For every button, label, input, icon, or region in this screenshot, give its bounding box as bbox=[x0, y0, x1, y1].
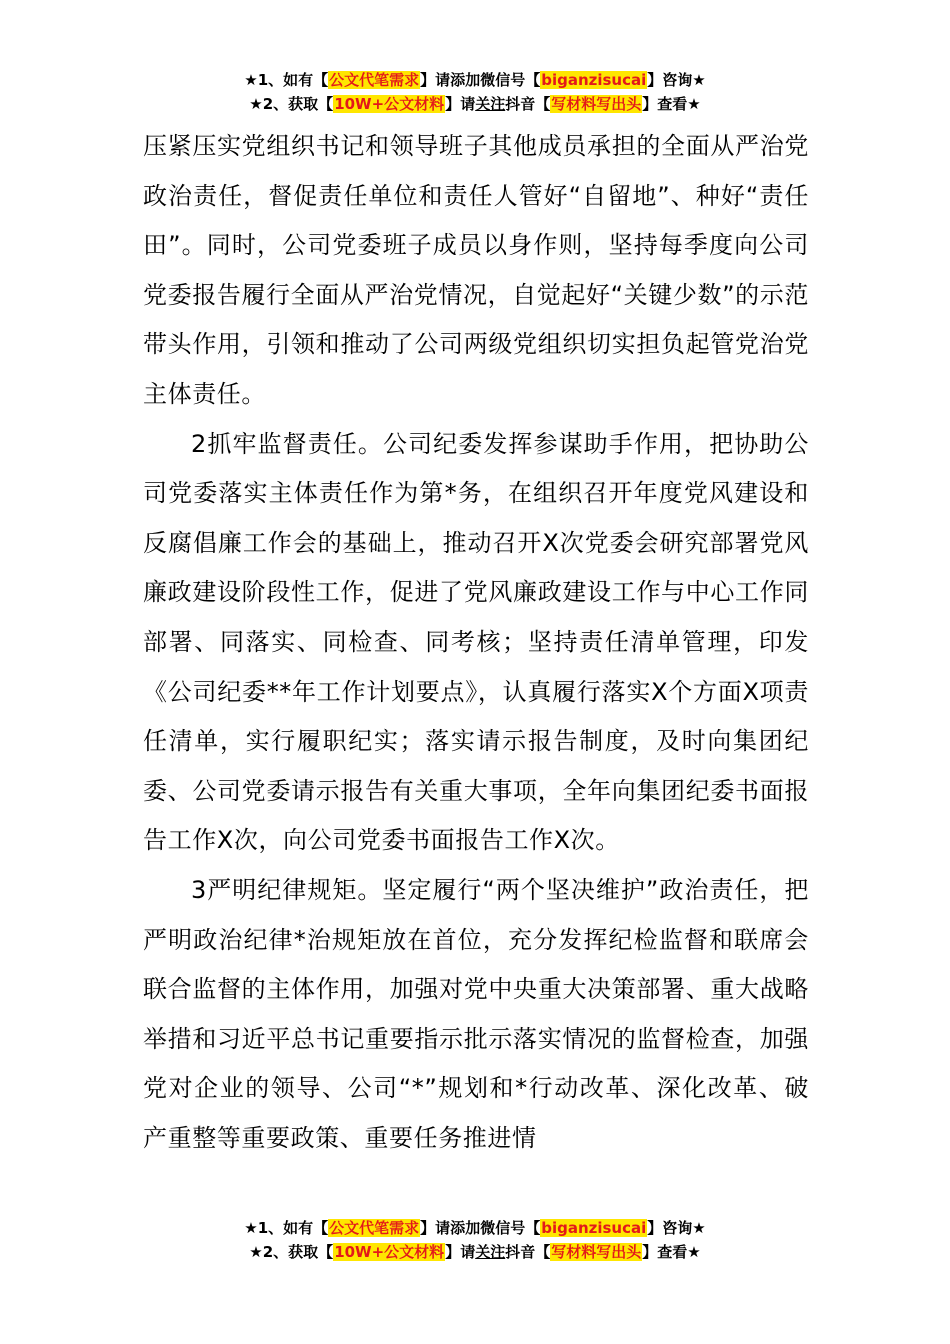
highlight-douyin: 写材料写出头 bbox=[551, 1243, 642, 1261]
highlight-materials: 10W+公文材料 bbox=[334, 95, 445, 113]
banner-text: 微信号【 bbox=[480, 1219, 541, 1237]
banner-text: 】查看★ bbox=[642, 95, 701, 113]
banner-line-2 bbox=[0, 1242, 950, 1266]
star-icon: ★ bbox=[249, 1243, 263, 1261]
star-icon: ★ bbox=[244, 1219, 258, 1237]
banner-text: 加 bbox=[465, 1219, 481, 1237]
banner-line-1 bbox=[0, 70, 950, 94]
highlight-service: 公文代笔需求 bbox=[329, 71, 420, 89]
highlight-wechat-id: biganzisucai bbox=[541, 71, 647, 89]
banner-text: 】咨询★ bbox=[647, 71, 706, 89]
header-banner bbox=[0, 70, 950, 118]
banner-text: 关注 bbox=[475, 1243, 506, 1261]
banner-text: 微信号【 bbox=[480, 71, 541, 89]
highlight-materials: 10W+公文材料 bbox=[334, 1243, 445, 1261]
banner-text: 】请 bbox=[445, 1243, 476, 1261]
banner-text: 】查看★ bbox=[642, 1243, 701, 1261]
star-icon: ★ bbox=[244, 71, 258, 89]
paragraph-continued: 压紧压实党组织书记和领导班子其他成员承担的全面从严治党政治责任，督促责任单位和责任人管好“自留地”、种好“责任田”。同时，公司党委班子成员以身作则，坚持每季度向公司党委报告履行全面从严治党情况，自觉起好“关键少数”的示范带头作用，引领和推动了公司两级党组织切实担负起管党治党主体责任。 bbox=[143, 132, 809, 408]
highlight-service: 公文代笔需求 bbox=[329, 1219, 420, 1237]
star-icon: ★ bbox=[249, 95, 263, 113]
banner-text: 】请添 bbox=[420, 1219, 466, 1237]
banner-line-2 bbox=[0, 94, 950, 118]
banner-text: 】请 bbox=[445, 95, 476, 113]
footer-banner bbox=[0, 1218, 950, 1266]
banner-text: 加 bbox=[465, 71, 481, 89]
paragraph-supervision-responsibility: 2抓牢监督责任。公司纪委发挥参谋助手作用，把协助公司党委落实主体责任作为第*务，在组织召开年度党风建设和反腐倡廉工作会的基础上，推动召开X次党委会研究部署党风廉政建设阶段性工作，促进了党风廉政建设工作与中心工作同部署、同落实、同检查、同考核；坚持责任清单管理，印发《公司纪委**年工作计划要点》，认真履行落实X个方面X项责任清单，实行履职纪实；落实请示报告制度，及时向集团纪委、公司党委请示报告有关重大事项，全年向集团纪委书面报告工作X次，向公司党委书面报告工作X次。 bbox=[143, 429, 809, 855]
document-body bbox=[143, 122, 809, 1163]
banner-text: 2、获取【 bbox=[262, 95, 334, 113]
banner-text: 】咨询★ bbox=[647, 1219, 706, 1237]
banner-text: 抖音【 bbox=[505, 95, 551, 113]
highlight-douyin: 写材料写出头 bbox=[551, 95, 642, 113]
banner-text: 关注 bbox=[475, 95, 506, 113]
banner-text: 2、获取【 bbox=[262, 1243, 334, 1261]
banner-line-1 bbox=[0, 1218, 950, 1242]
banner-text: 抖音【 bbox=[505, 1243, 551, 1261]
highlight-wechat-id: biganzisucai bbox=[541, 1219, 647, 1237]
paragraph-discipline-rules: 3严明纪律规矩。坚定履行“两个坚决维护”政治责任，把严明政治纪律*治规矩放在首位，充分发挥纪检监督和联席会联合监督的主体作用，加强对党中央重大决策部署、重大战略举措和习近平总书记重要指示批示落实情况的监督检查，加强党对企业的领导、公司“*”规划和*行动改革、深化改革、破产重整等重要政策、重要任务推进情 bbox=[143, 875, 809, 1152]
banner-text: 1、如有【 bbox=[257, 71, 329, 89]
banner-text: 】请添 bbox=[420, 71, 466, 89]
banner-text: 1、如有【 bbox=[257, 1219, 329, 1237]
